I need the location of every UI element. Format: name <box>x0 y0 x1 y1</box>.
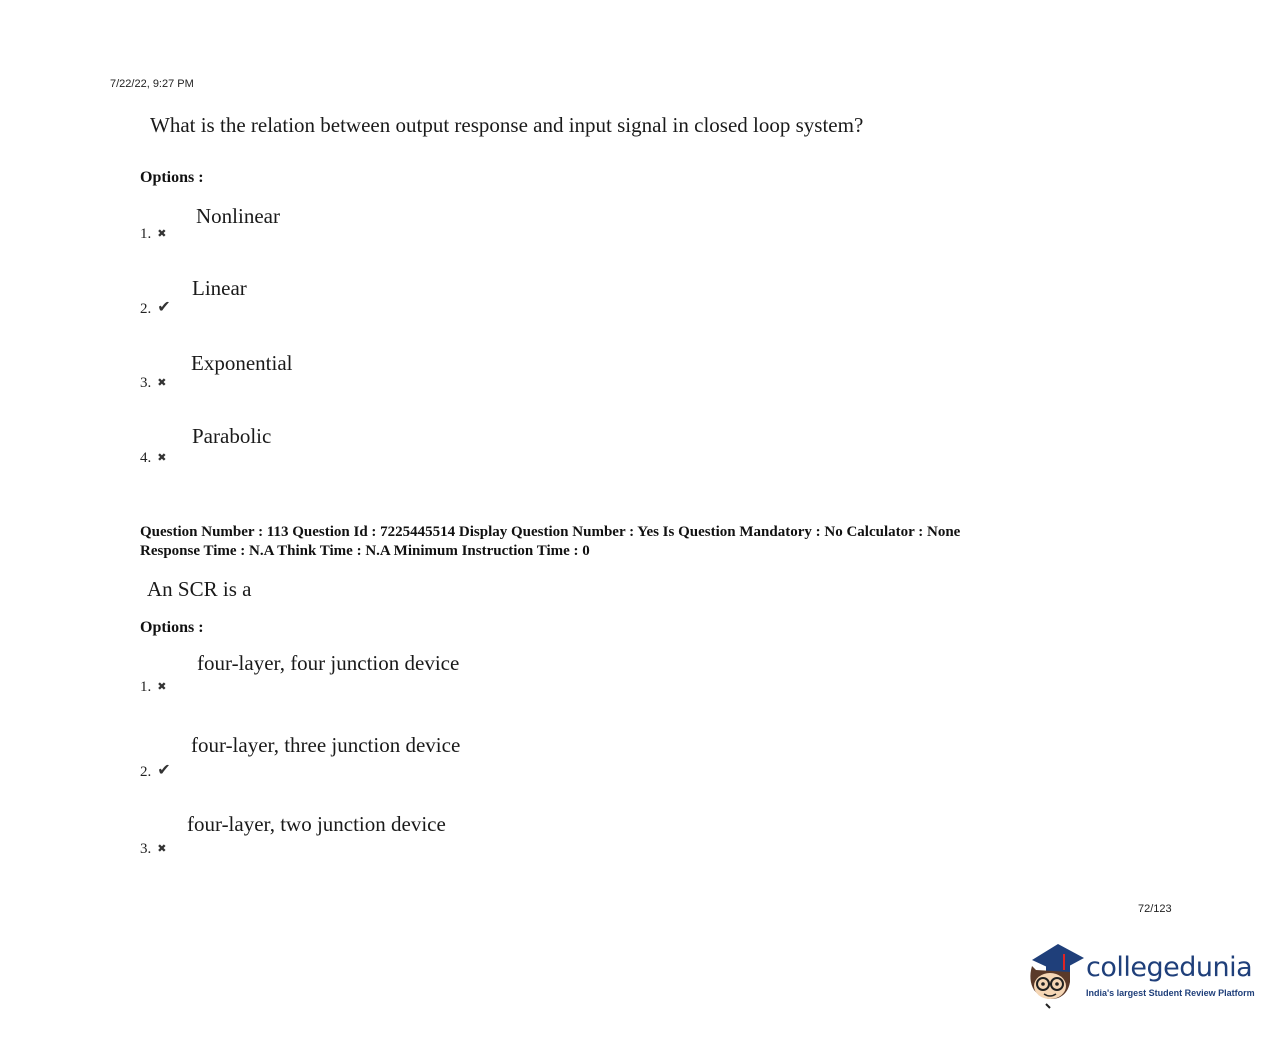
option-number: 1. ✖ <box>140 679 167 695</box>
collegedunia-logo <box>1024 940 1264 1010</box>
option-number: 1. ✖ <box>140 226 167 242</box>
logo-wordmark: collegedunia <box>1086 952 1253 983</box>
option-number: 2. ✔ <box>140 299 171 317</box>
question-meta-line-1: Question Number : 113 Question Id : 7225445514 Display Question Number : Yes Is Question Mandatory : No Calculator : None <box>140 524 961 540</box>
option-number: 2. ✔ <box>140 762 171 780</box>
check-icon: ✔ <box>157 299 171 316</box>
cross-icon: ✖ <box>157 228 167 240</box>
option-text: Linear <box>192 276 247 300</box>
cross-icon: ✖ <box>157 681 167 693</box>
option-text: Nonlinear <box>196 204 280 228</box>
check-icon: ✔ <box>157 762 171 779</box>
cross-icon: ✖ <box>157 377 167 389</box>
option-text: four-layer, four junction device <box>197 651 460 675</box>
option-number: 3. ✖ <box>140 841 167 857</box>
q1-options-label: Options : <box>140 169 204 186</box>
cross-icon: ✖ <box>157 843 167 855</box>
cross-icon: ✖ <box>157 452 167 464</box>
page-number: 72/123 <box>1138 903 1172 915</box>
question-meta <box>140 523 960 561</box>
question-2-text: An SCR is a <box>147 577 252 601</box>
mascot-icon <box>1024 940 1086 1010</box>
logo-tagline: India's largest Student Review Platform <box>1086 988 1255 998</box>
option-text: Parabolic <box>192 424 272 448</box>
option-text: Exponential <box>191 351 293 375</box>
option-text: four-layer, three junction device <box>191 733 461 757</box>
option-text: four-layer, two junction device <box>187 812 446 836</box>
print-timestamp: 7/22/22, 9:27 PM <box>110 78 194 90</box>
question-1-text: What is the relation between output response and input signal in closed loop system? <box>150 113 864 137</box>
q2-options-label: Options : <box>140 619 204 636</box>
question-meta-line-2: Response Time : N.A Think Time : N.A Minimum Instruction Time : 0 <box>140 543 590 559</box>
option-number: 3. ✖ <box>140 375 167 391</box>
option-number: 4. ✖ <box>140 450 167 466</box>
